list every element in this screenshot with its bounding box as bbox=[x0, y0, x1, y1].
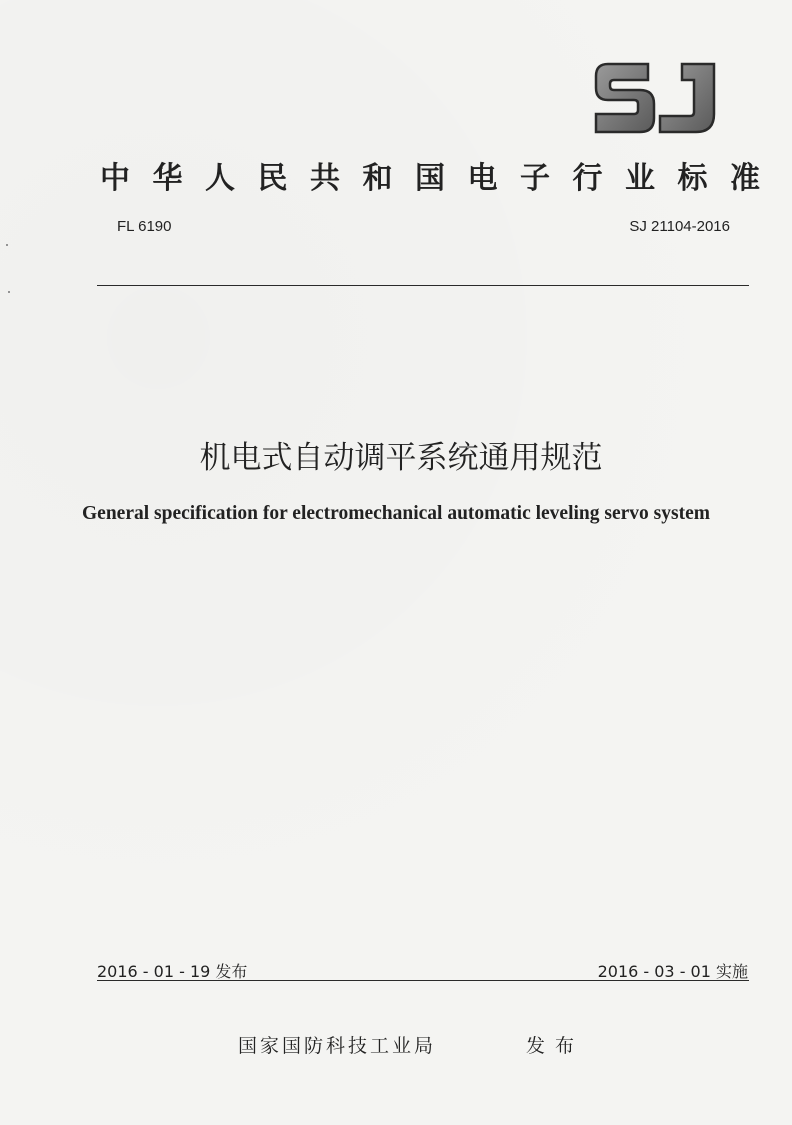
top-divider bbox=[97, 285, 749, 286]
sj-logo-graphic bbox=[590, 58, 720, 140]
standard-number: SJ 21104-2016 bbox=[629, 218, 730, 235]
industry-title-char: 准 bbox=[730, 161, 760, 196]
industry-standard-title bbox=[100, 153, 760, 197]
industry-title-char: 华 bbox=[152, 161, 183, 196]
scan-speck bbox=[8, 291, 10, 293]
issue-date: 2016 - 01 - 19 发布 bbox=[97, 962, 248, 981]
industry-title-char: 标 bbox=[677, 161, 708, 196]
industry-title-char: 业 bbox=[625, 161, 655, 196]
classification-code: FL 6190 bbox=[117, 218, 172, 235]
industry-title-char: 电 bbox=[467, 161, 498, 196]
document-title-chinese: 机电式自动调平系统通用规范 bbox=[199, 440, 603, 476]
industry-title-char: 民 bbox=[257, 161, 288, 196]
industry-title-char: 共 bbox=[310, 161, 340, 196]
sj-logo bbox=[590, 58, 720, 140]
industry-title-char: 中 bbox=[100, 161, 130, 196]
industry-title-char: 行 bbox=[572, 161, 603, 196]
industry-title-char: 人 bbox=[205, 161, 235, 196]
scan-speck bbox=[6, 244, 8, 246]
issuer-action: 发布 bbox=[526, 1035, 585, 1057]
issuing-authority: 国家国防科技工业局 bbox=[238, 1035, 437, 1057]
implementation-date: 2016 - 03 - 01 实施 bbox=[597, 962, 748, 981]
industry-title-char: 子 bbox=[520, 161, 550, 196]
document-title-english: General specification for electromechanical automatic leveling servo system bbox=[82, 503, 710, 524]
industry-title-char: 国 bbox=[415, 161, 445, 196]
industry-title-char: 和 bbox=[362, 161, 393, 196]
bottom-divider bbox=[97, 980, 749, 981]
